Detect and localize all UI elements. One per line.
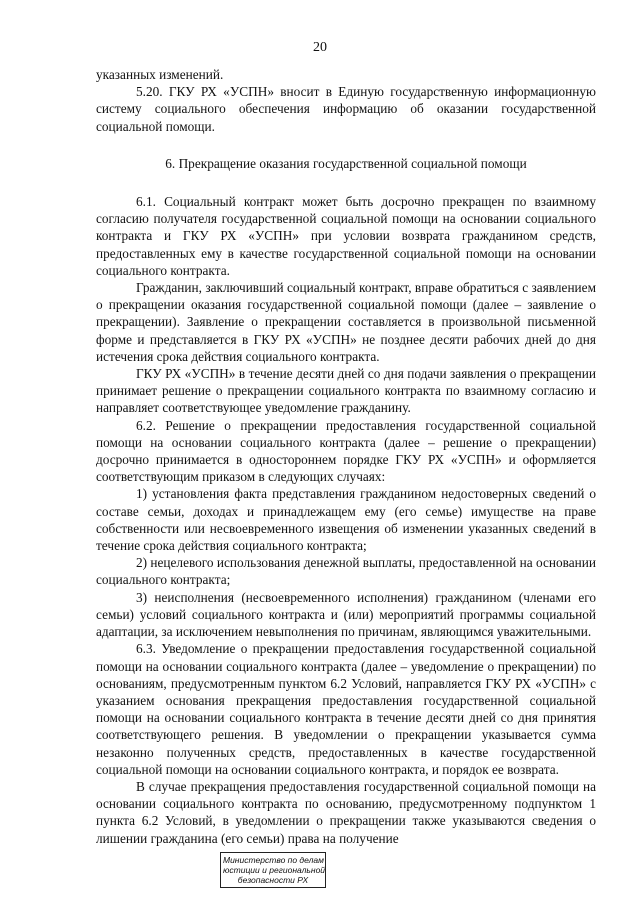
list-item-1: 1) установления факта представления гражданином недостоверных сведений о составе семьи, доходах и принадлежащем ему (его семье) имуществе на праве собственности или несвоевременного извещения об изменении указанных сведений в течение срока действия социального контракта;: [96, 486, 596, 554]
paragraph-6-1: 6.1. Социальный контракт может быть досрочно прекращен по взаимному согласию получателя государственной социальной помощи на основании социального контракта и ГКУ РХ «УСПН» при условии возврата гражданином средств, предоставленных ему в качестве государственной социальной помощи на основании социального контракта.: [96, 194, 596, 278]
paragraph-5-20: 5.20. ГКУ РХ «УСПН» вносит в Единую государственную информационную систему социального обеспечения информацию об оказании государственной социальной помощи.: [96, 84, 596, 134]
list-item-3: 3) неисполнения (несвоевременного исполнения) гражданином (членами его семьи) условий социального контракта и (или) мероприятий программы социальной адаптации, за исключением невыполнения по причинам, являющимся уважительными.: [96, 589, 596, 640]
paragraph-termination-case: В случае прекращения предоставления государственной социальной помощи на основании социального контракта по основанию, предусмотренному подпунктом 1 пункта 6.2 Условий, в уведомлении о прекращении также указываются сведения о лишении гражданина (его семьи) права на получение: [96, 778, 596, 846]
section-heading-6: 6. Прекращение оказания государственной социальной помощи: [165, 155, 527, 171]
document-body: [96, 66, 596, 847]
paragraph-decision-mutual: ГКУ РХ «УСПН» в течение десяти дней со дня подачи заявления о прекращении принимает решение о прекращении социального контракта по взаимному согласию и направляет соответствующее уведомление гражданину.: [96, 366, 596, 416]
paragraph-citizen-application: Гражданин, заключивший социальный контракт, вправе обратиться с заявлением о прекращении оказания государственной социальной помощи (далее – заявление о прекращении). Заявление о прекращении составляется в произвольной письменной форме и представляется в ГКУ РХ «УСПН» не позднее десяти рабочих дней до дня истечения срока действия социального контракта.: [96, 280, 596, 364]
ministry-stamp: [220, 852, 326, 888]
list-item-2: 2) нецелевого использования денежной выплаты, предоставленной на основании социального контракта;: [96, 555, 597, 588]
stamp-line: юстиции и региональной: [223, 865, 326, 875]
stamp-line: Министерство по делам: [223, 855, 324, 865]
paragraph-continuation: указанных изменений.: [96, 67, 224, 82]
stamp-line: безопасности РХ: [237, 875, 309, 885]
paragraph-6-3: 6.3. Уведомление о прекращении предоставления государственной социальной помощи на основании социального контракта (далее – уведомление о прекращении) по основаниям, предусмотренным пунктом 6.2 Условий, направляется ГКУ РХ «УСПН» с указанием основания прекращения предоставления государственной социальной помощи на основании социального контракта в течение десяти дней со дня принятия соответствующего решения. В уведомлении о прекращении указывается сумма незаконно полученных средств, предоставленных в качестве государственной социальной помощи на основании социального контракта, и порядок ее возврата.: [96, 641, 596, 777]
paragraph-6-2: 6.2. Решение о прекращении предоставления государственной социальной помощи на основании социального контракта (далее – решение о прекращении) досрочно принимается в одностороннем порядке ГКУ РХ «УСПН» и оформляется соответствующим приказом в следующих случаях:: [96, 417, 596, 485]
page-number: 20: [313, 40, 327, 55]
